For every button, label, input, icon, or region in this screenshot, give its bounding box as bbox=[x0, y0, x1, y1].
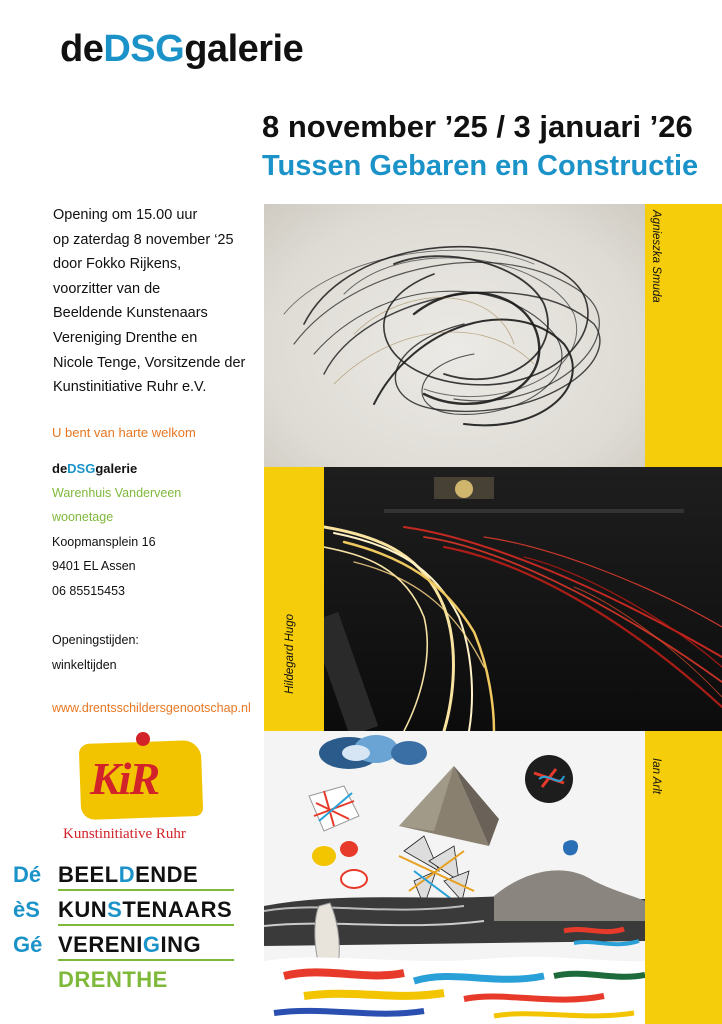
hours-value: winkeltijden bbox=[52, 658, 117, 672]
opening-line: Vereniging Drenthe en bbox=[53, 329, 198, 346]
artist-label-hugo: Hildegard Hugo bbox=[284, 614, 296, 694]
bkvd-initial: èS bbox=[13, 897, 40, 922]
bkvd-row: KUNSTENAARS bbox=[58, 897, 233, 922]
bkvd-initial: Dé bbox=[13, 862, 42, 887]
artist-label-smuda: Agnieszka Smuda bbox=[650, 210, 662, 303]
bkvd-row-drenthe: DRENTHE bbox=[58, 967, 168, 992]
address-gallery-name: deDSGgalerie bbox=[52, 461, 138, 476]
opening-line: door Fokko Rijkens, bbox=[53, 256, 182, 273]
artist-label-arlt: Ian Arlt bbox=[650, 758, 662, 795]
bkvd-row: VERENIGING bbox=[58, 932, 202, 957]
kir-logo-dot bbox=[136, 732, 150, 746]
gallery-logo: deDSGgalerie bbox=[60, 28, 304, 70]
artwork-smuda bbox=[264, 204, 645, 467]
website-link[interactable]: www.drentsschildersgenootschap.nl bbox=[52, 701, 251, 715]
opening-line: voorzitter van de bbox=[53, 280, 161, 297]
bkvd-divider bbox=[58, 924, 234, 926]
artwork-hugo bbox=[324, 467, 722, 731]
welcome-text: U bent van harte welkom bbox=[52, 425, 196, 440]
opening-info bbox=[53, 203, 258, 400]
bkvd-divider bbox=[58, 889, 234, 891]
address-floor: woonetage bbox=[52, 510, 114, 524]
opening-line: Beeldende Kunstenaars bbox=[53, 305, 208, 322]
bkvd-divider bbox=[58, 959, 234, 961]
exhibition-title: Tussen Gebaren en Constructie bbox=[262, 150, 699, 182]
opening-line: Nicole Tenge, Vorsitzende der bbox=[53, 354, 246, 371]
artwork-arlt bbox=[264, 731, 645, 1024]
kir-logo-text: KiR bbox=[90, 753, 159, 804]
kir-caption: Kunstinitiative Ruhr bbox=[63, 826, 186, 842]
address-street: Koopmansplein 16 bbox=[52, 535, 156, 549]
bkvd-initial: Gé bbox=[13, 932, 43, 957]
hours-label: Openingstijden: bbox=[52, 633, 139, 647]
address-city: 9401 EL Assen bbox=[52, 559, 136, 573]
address-building: Warenhuis Vanderveen bbox=[52, 486, 182, 500]
opening-line: Kunstinitiative Ruhr e.V. bbox=[53, 379, 207, 396]
bkvd-row: BEELDENDE bbox=[58, 862, 199, 887]
address-phone: 06 85515453 bbox=[52, 584, 125, 598]
exhibition-dates: 8 november ’25 / 3 januari ’26 bbox=[262, 109, 693, 144]
opening-line: op zaterdag 8 november ‘25 bbox=[53, 231, 234, 248]
opening-line: Opening om 15.00 uur bbox=[53, 207, 198, 223]
